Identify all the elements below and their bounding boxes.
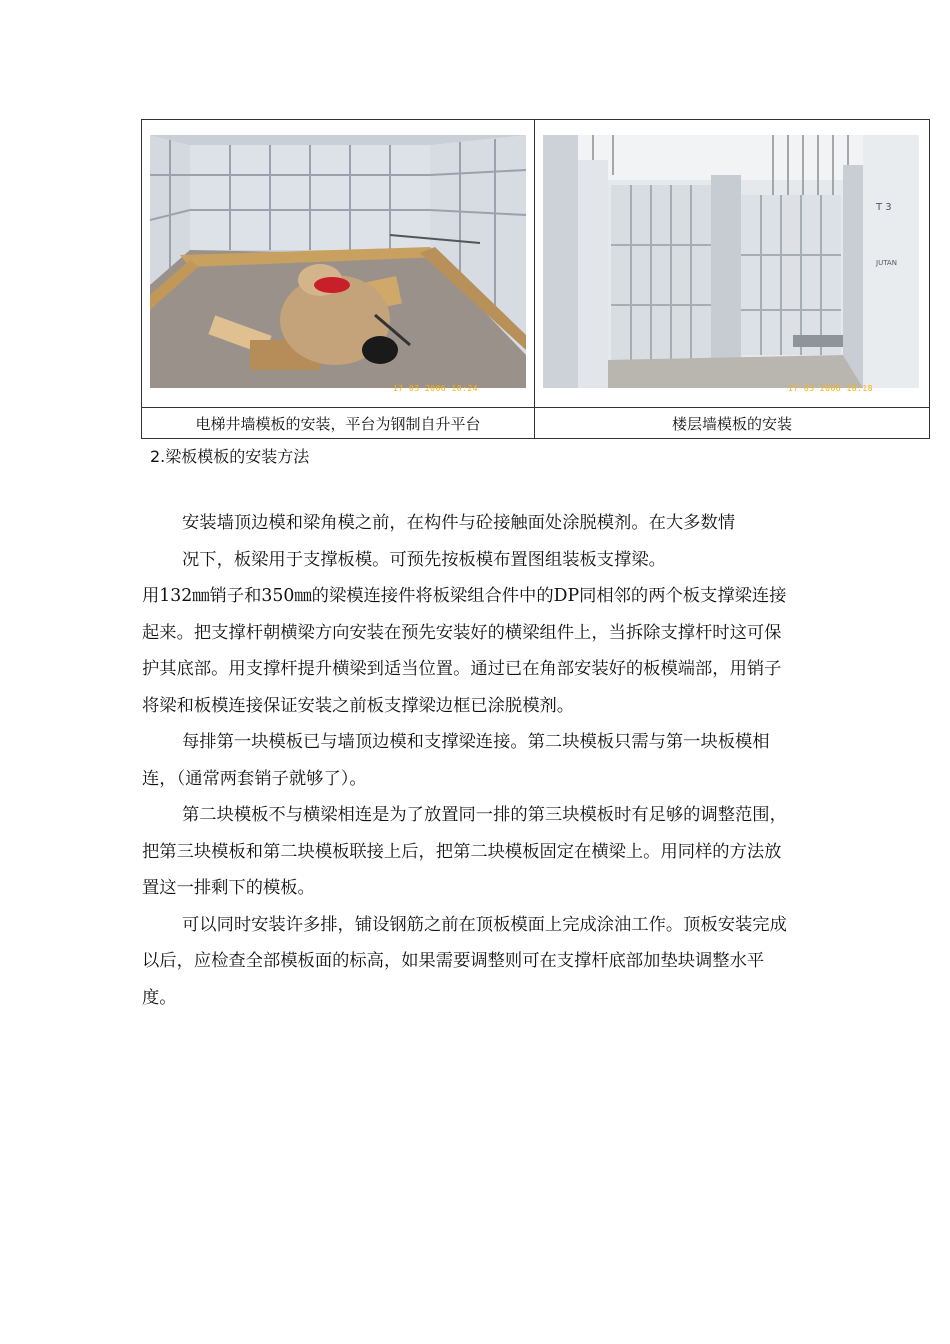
figure-caption-floor-wall: 楼层墙模板的安装 bbox=[535, 408, 930, 439]
figure-cell-floor-wall bbox=[535, 120, 930, 408]
photo-floor-wall-formwork bbox=[543, 135, 919, 388]
paragraph-3: 每排第一块模板已与墙顶边模和支撑梁连接。第二块模板只需与第一块板模相连，（通常两套销子就够了）。 bbox=[142, 732, 770, 789]
figure-caption-elevator-shaft: 电梯井墙模板的安装，平台为钢制自升平台 bbox=[142, 408, 535, 439]
figure-cell-elevator-shaft bbox=[142, 120, 535, 408]
paragraph-4: 第二块模板不与横梁相连是为了放置同一排的第三块模板时有足够的调整范围，把第三块模板和第二块模板联接上后，把第二块模板固定在横梁上。用同样的方法放置这一排剩下的模板。 bbox=[142, 805, 787, 898]
svg-text:T 3: T 3 bbox=[876, 202, 892, 213]
svg-text:JUTAN: JUTAN bbox=[876, 259, 897, 267]
paragraph-2: 用132㎜销子和350㎜的梁模连接件将板梁组合件中的DP同相邻的两个板支撑梁连接起来。把支撑杆朝横梁方向安装在预先安装好的横梁组件上，当拆除支撑杆时这可保护其底部。用支撑杆提升横梁到适当位置。通过已在角部安装好的板模端部，用销子将梁和板模连接保证安装之前板支撑梁边框已涂脱模剂。 bbox=[142, 586, 787, 716]
photo-date-stamp: 17 03 2006 10:18 bbox=[787, 384, 873, 393]
section-heading: 2.梁板模板的安装方法 bbox=[150, 447, 310, 466]
body-text bbox=[142, 505, 798, 1016]
paragraph-1-line-2: 况下，板梁用于支撑板模。可预先按板模布置图组装板支撑梁。 bbox=[182, 549, 666, 570]
paragraph-1 bbox=[142, 505, 798, 578]
paragraph-1-line-1: 安装墙顶边模和梁角模之前，在构件与砼接触面处涂脱模剂。在大多数情 bbox=[182, 513, 736, 533]
paragraph-5: 可以同时安装许多排，铺设钢筋之前在顶板模面上完成涂油工作。顶板安装完成以后，应检查全部模板面的标高，如果需要调整则可在支撑杆底部加垫块调整水平度。 bbox=[142, 914, 787, 1008]
figure-table bbox=[141, 119, 930, 439]
photo-elevator-shaft-formwork bbox=[150, 135, 526, 388]
photo-date-stamp: 17 03 2006 10:24 bbox=[392, 384, 478, 393]
